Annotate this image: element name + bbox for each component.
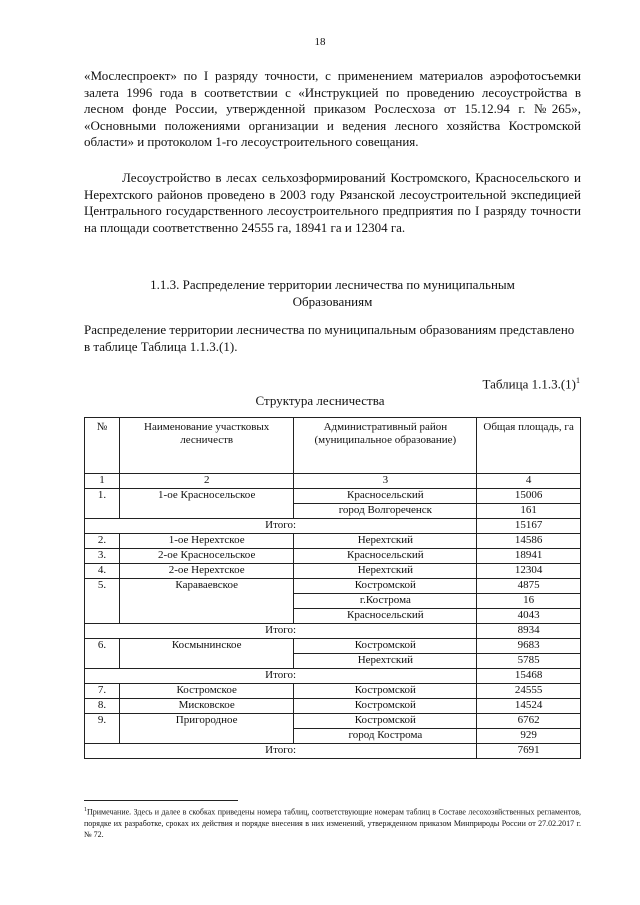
district-cell: Красносельский: [294, 609, 477, 624]
section-heading: [84, 276, 581, 310]
section-heading-line-1: 1.1.3. Распределение территории лесничества по муниципальным: [150, 277, 515, 292]
district-cell: город Кострома: [294, 729, 477, 744]
area-cell: 9683: [477, 639, 581, 654]
district-cell: Красносельский: [294, 489, 477, 504]
total-label-cell: Итого:: [85, 744, 477, 759]
table-header-cell: Общая площадь, га: [477, 418, 581, 474]
table-row: [85, 579, 581, 594]
area-cell: 4875: [477, 579, 581, 594]
area-cell: 12304: [477, 564, 581, 579]
area-cell: 161: [477, 504, 581, 519]
paragraph-3: Распределение территории лесничества по муниципальным образованиям представлено в таблице Таблица 1.1.3.(1).: [84, 322, 575, 354]
district-cell: Нерехтский: [294, 654, 477, 669]
row-number-cell: 5.: [85, 579, 120, 624]
area-cell: 18941: [477, 549, 581, 564]
table-column-number-cell: 1: [85, 474, 120, 489]
district-cell: город Волгореченск: [294, 504, 477, 519]
table-row: [85, 699, 581, 714]
table-row: [85, 549, 581, 564]
table-row: [85, 489, 581, 504]
table-row: [85, 684, 581, 699]
row-number-cell: 9.: [85, 714, 120, 744]
table-total-row: [85, 744, 581, 759]
row-number-cell: 7.: [85, 684, 120, 699]
row-number-cell: 8.: [85, 699, 120, 714]
paragraph-2: Лесоустройство в лесах сельхозформирований Костромского, Красносельского и Нерехтского районов проведено в 2003 году Рязанской лесоустроительной экспедицией Центрального государственного лесоустроительного предприятия по I разряду точности на площади соответственно 24555 га, 18941 га и 12304 га.: [84, 170, 581, 235]
forestry-name-cell: 2-ое Нерехтское: [119, 564, 294, 579]
district-cell: Костромской: [294, 714, 477, 729]
area-cell: 4043: [477, 609, 581, 624]
forestry-name-cell: Караваевское: [119, 579, 294, 624]
table-title: Структура лесничества: [255, 393, 385, 408]
table-total-row: [85, 669, 581, 684]
total-label-cell: Итого:: [85, 519, 477, 534]
table-row: [85, 564, 581, 579]
table-row: [85, 534, 581, 549]
district-cell: Костромской: [294, 699, 477, 714]
section-heading-line-2: Образованиям: [292, 294, 373, 309]
table-header-cell: №: [85, 418, 120, 474]
area-cell: 14586: [477, 534, 581, 549]
table-row: [85, 639, 581, 654]
area-cell: 24555: [477, 684, 581, 699]
table-column-numbers-row: [85, 474, 581, 489]
forestry-name-cell: Мисковское: [119, 699, 294, 714]
footnote-separator: [84, 800, 238, 801]
district-cell: Нерехтский: [294, 564, 477, 579]
district-cell: Костромской: [294, 639, 477, 654]
forestry-name-cell: 1-ое Красносельское: [119, 489, 294, 519]
area-cell: 5785: [477, 654, 581, 669]
forestry-name-cell: Космынинское: [119, 639, 294, 669]
area-cell: 14524: [477, 699, 581, 714]
total-label-cell: Итого:: [85, 624, 477, 639]
row-number-cell: 4.: [85, 564, 120, 579]
footnote-text: Примечание. Здесь и далее в скобках приведены номера таблиц, соответствующие номерам таблиц в Составе лесохозяйственных регламентов, порядке их разработке, сроках их действия и порядке внесения в них изменений, утвержденном приказом Минприроды России от 27.02.2017 г. № 72.: [84, 807, 581, 839]
district-cell: Костромской: [294, 684, 477, 699]
total-value-cell: 15468: [477, 669, 581, 684]
forestry-name-cell: Пригородное: [119, 714, 294, 744]
total-label-cell: Итого:: [85, 669, 477, 684]
total-value-cell: 7691: [477, 744, 581, 759]
area-cell: 15006: [477, 489, 581, 504]
paragraph-1: «Мослеспроект» по I разряду точности, с применением материалов аэрофотосъемки залета 1996 года в соответствии с «Инструкцией по проведению лесоустройства в лесном фонде России, утвержденной приказом Рослесхоза от 15.12.94 г. №265», «Основными положениями организации и ведения лесного хозяйства Костромской области» и протоколом 1-го лесоустроительного совещания.: [84, 68, 581, 149]
forestry-name-cell: 2-ое Красносельское: [119, 549, 294, 564]
table-column-number-cell: 4: [477, 474, 581, 489]
row-number-cell: 3.: [85, 549, 120, 564]
total-value-cell: 8934: [477, 624, 581, 639]
row-number-cell: 6.: [85, 639, 120, 669]
table-label-footnote-ref: 1: [576, 376, 580, 385]
total-value-cell: 15167: [477, 519, 581, 534]
table-column-number-cell: 2: [119, 474, 294, 489]
area-cell: 6762: [477, 714, 581, 729]
area-cell: 16: [477, 594, 581, 609]
district-cell: г.Кострома: [294, 594, 477, 609]
forestry-structure-table: [84, 417, 581, 759]
table-column-number-cell: 3: [294, 474, 477, 489]
table-header-row: [85, 418, 581, 474]
table-total-row: [85, 624, 581, 639]
footnote: [84, 805, 581, 840]
table-label-text: Таблица 1.1.3.(1): [482, 376, 576, 392]
area-cell: 929: [477, 729, 581, 744]
page-number: 18: [314, 36, 326, 48]
table-total-row: [85, 519, 581, 534]
table-label: [380, 376, 580, 392]
row-number-cell: 2.: [85, 534, 120, 549]
footnote-marker: 1: [84, 807, 87, 813]
table-header-cell: Наименование участковых лесничеств: [119, 418, 294, 474]
district-cell: Костромской: [294, 579, 477, 594]
district-cell: Красносельский: [294, 549, 477, 564]
table-header-cell: Административный район (муниципальное образование): [294, 418, 477, 474]
district-cell: Нерехтский: [294, 534, 477, 549]
row-number-cell: 1.: [85, 489, 120, 519]
table-row: [85, 714, 581, 729]
forestry-name-cell: 1-ое Нерехтское: [119, 534, 294, 549]
forestry-name-cell: Костромское: [119, 684, 294, 699]
